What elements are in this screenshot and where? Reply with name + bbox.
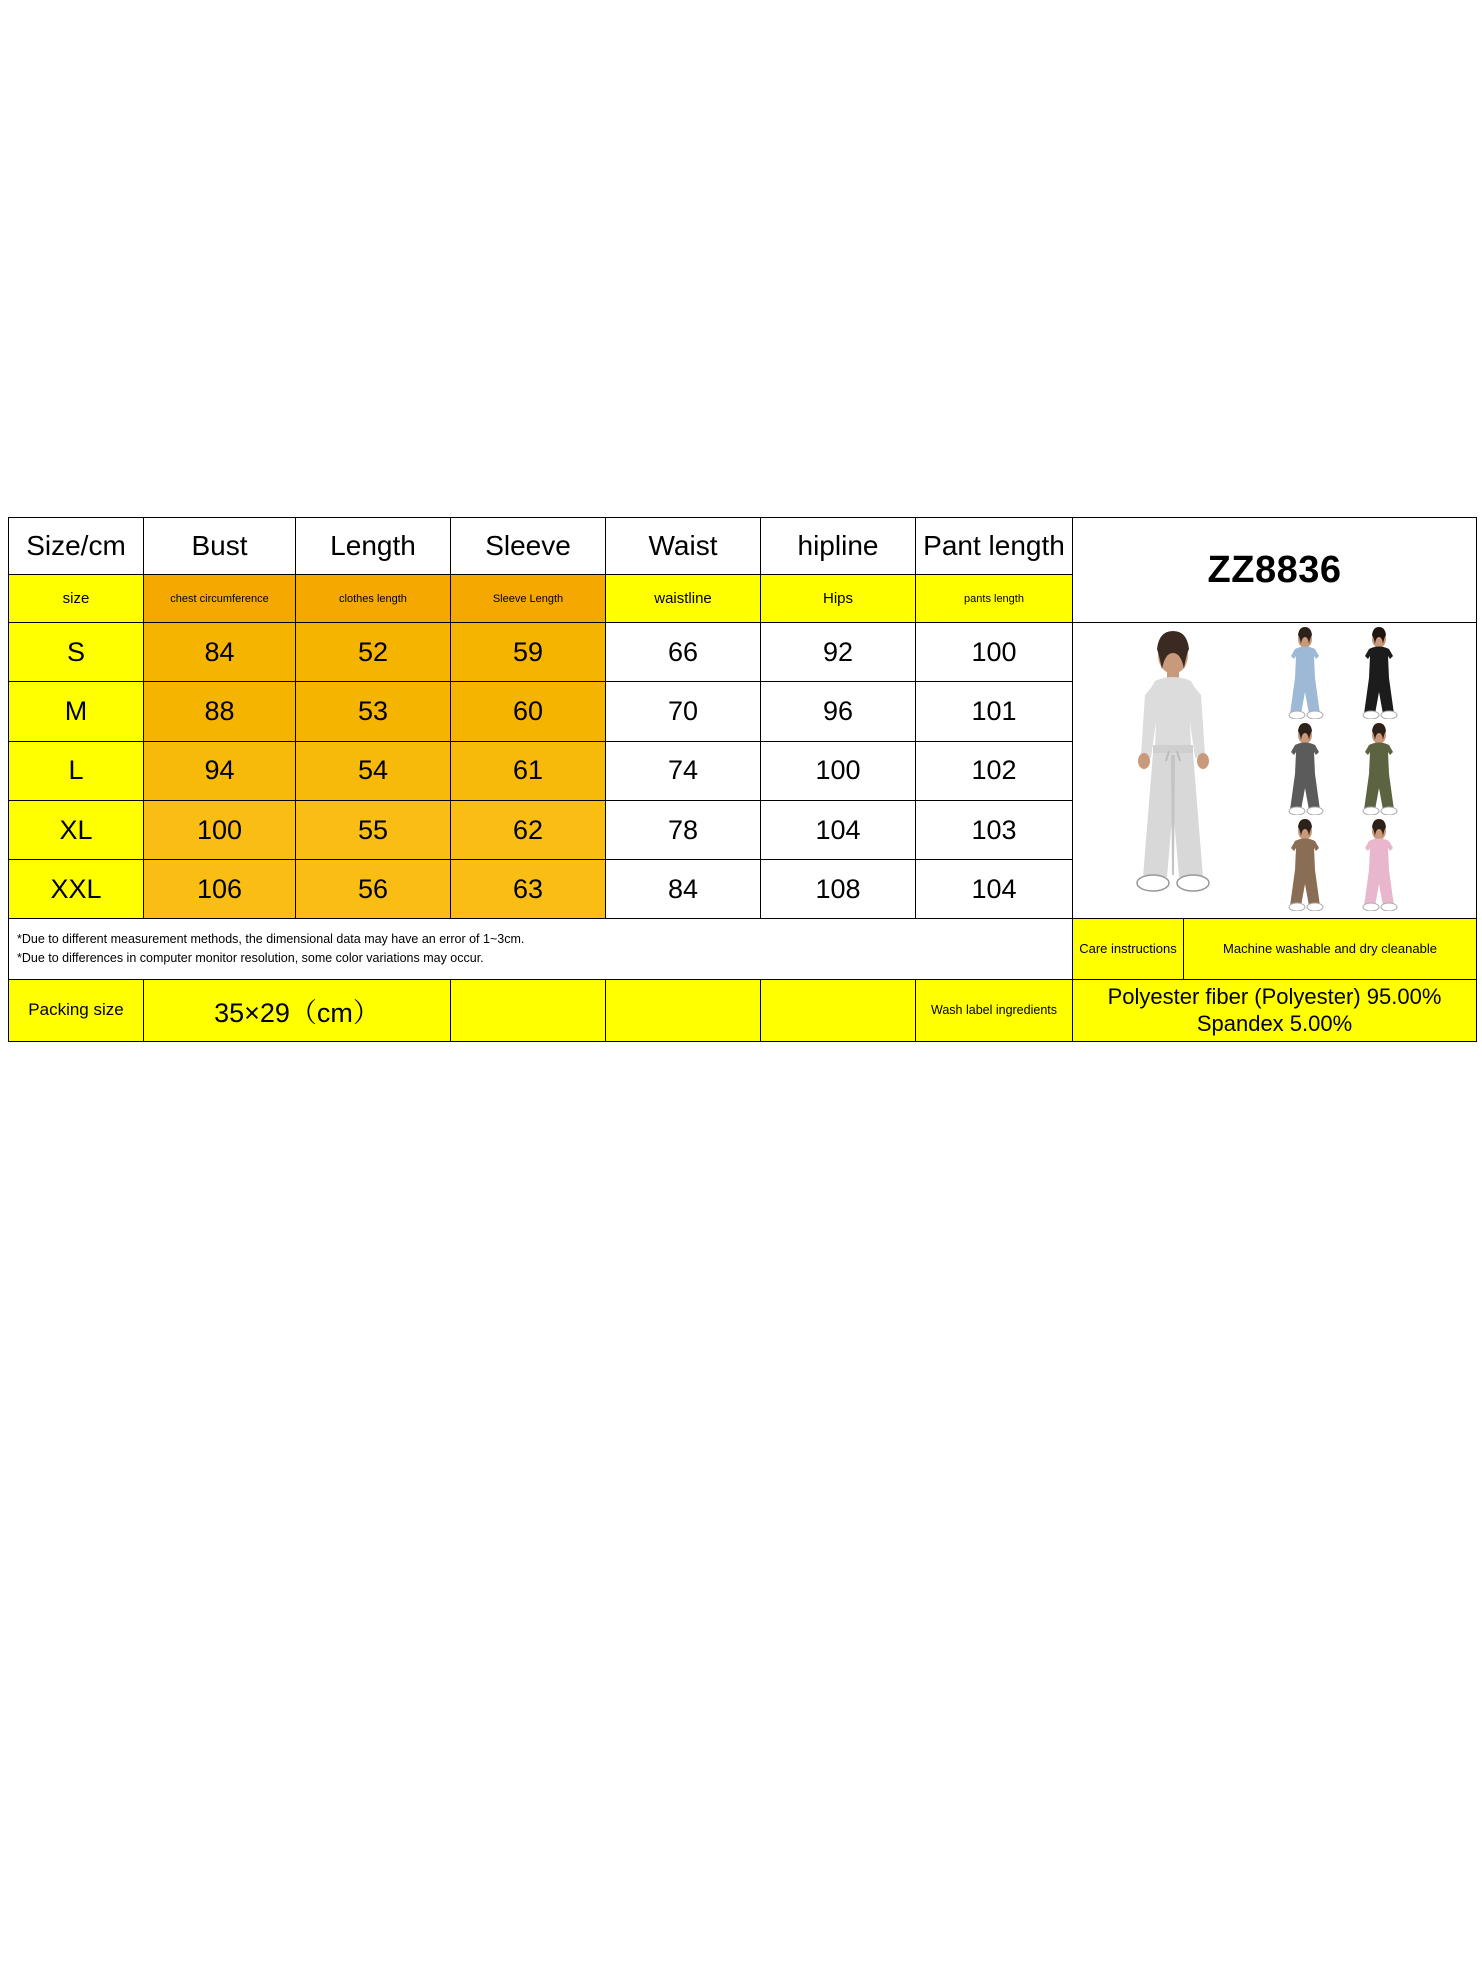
cell-size: M bbox=[9, 682, 144, 741]
cell-size: S bbox=[9, 623, 144, 682]
product-image-cell bbox=[1073, 623, 1477, 919]
size-chart-sheet bbox=[8, 517, 1476, 1042]
packing-empty-1 bbox=[451, 979, 606, 1041]
packing-empty-2 bbox=[606, 979, 761, 1041]
notes-care-row bbox=[9, 919, 1477, 979]
sku-cell bbox=[1073, 518, 1477, 623]
cell-bust: 106 bbox=[144, 860, 296, 919]
cell-waist: 74 bbox=[606, 741, 761, 800]
cell-length: 54 bbox=[296, 741, 451, 800]
cell-sleeve: 63 bbox=[451, 860, 606, 919]
note-line-1: *Due to different measurement methods, the dimensional data may have an error of 1~3cm. bbox=[17, 931, 525, 946]
cell-sleeve: 60 bbox=[451, 682, 606, 741]
cell-waist: 84 bbox=[606, 860, 761, 919]
cell-waist: 78 bbox=[606, 800, 761, 859]
cell-length: 56 bbox=[296, 860, 451, 919]
table-row bbox=[9, 623, 1477, 682]
care-instructions-cell bbox=[1073, 919, 1477, 979]
cell-bust: 100 bbox=[144, 800, 296, 859]
color-variant-brown[interactable] bbox=[1275, 819, 1335, 911]
packing-size-value: 35×29（cm） bbox=[144, 979, 451, 1041]
cell-hipline: 108 bbox=[761, 860, 916, 919]
header-length: Length bbox=[296, 518, 451, 575]
subheader-bust: chest circumference bbox=[144, 575, 296, 623]
measurement-notes bbox=[9, 919, 1073, 979]
cell-sleeve: 62 bbox=[451, 800, 606, 859]
subheader-waist: waistline bbox=[606, 575, 761, 623]
composition-line-1: Polyester fiber (Polyester) 95.00% bbox=[1107, 983, 1442, 1009]
product-images bbox=[1073, 623, 1476, 918]
cell-hipline: 92 bbox=[761, 623, 916, 682]
cell-hipline: 104 bbox=[761, 800, 916, 859]
cell-sleeve: 61 bbox=[451, 741, 606, 800]
table-header-row bbox=[9, 518, 1477, 575]
subheader-pant-length: pants length bbox=[916, 575, 1073, 623]
color-variant-light-blue[interactable] bbox=[1275, 627, 1335, 719]
cell-pant-length: 103 bbox=[916, 800, 1073, 859]
cell-waist: 66 bbox=[606, 623, 761, 682]
packing-size-label: Packing size bbox=[9, 979, 144, 1041]
cell-length: 53 bbox=[296, 682, 451, 741]
cell-bust: 84 bbox=[144, 623, 296, 682]
cell-size: XL bbox=[9, 800, 144, 859]
cell-length: 52 bbox=[296, 623, 451, 682]
header-size: Size/cm bbox=[9, 518, 144, 575]
subheader-size: size bbox=[9, 575, 144, 623]
model-main-image bbox=[1099, 627, 1247, 909]
sku-label: ZZ8836 bbox=[1207, 548, 1342, 591]
cell-bust: 88 bbox=[144, 682, 296, 741]
subheader-hipline: Hips bbox=[761, 575, 916, 623]
cell-length: 55 bbox=[296, 800, 451, 859]
composition-cell bbox=[1073, 979, 1477, 1041]
cell-pant-length: 101 bbox=[916, 682, 1073, 741]
cell-pant-length: 104 bbox=[916, 860, 1073, 919]
color-variant-pink[interactable] bbox=[1349, 819, 1409, 911]
cell-pant-length: 100 bbox=[916, 623, 1073, 682]
color-variant-grid bbox=[1269, 627, 1459, 909]
cell-bust: 94 bbox=[144, 741, 296, 800]
cell-size: XXL bbox=[9, 860, 144, 919]
subheader-sleeve: Sleeve Length bbox=[451, 575, 606, 623]
composition-line-2: Spandex 5.00% bbox=[1196, 1011, 1353, 1037]
header-hipline: hipline bbox=[761, 518, 916, 575]
cell-sleeve: 59 bbox=[451, 623, 606, 682]
header-waist: Waist bbox=[606, 518, 761, 575]
header-sleeve: Sleeve bbox=[451, 518, 606, 575]
color-variant-dark-grey[interactable] bbox=[1275, 723, 1335, 815]
header-pant-length: Pant length bbox=[916, 518, 1073, 575]
cell-pant-length: 102 bbox=[916, 741, 1073, 800]
packing-composition-row bbox=[9, 979, 1477, 1041]
wash-label-ingredients: Wash label ingredients bbox=[916, 979, 1073, 1041]
subheader-length: clothes length bbox=[296, 575, 451, 623]
cell-size: L bbox=[9, 741, 144, 800]
care-label: Care instructions bbox=[1073, 919, 1184, 978]
size-chart-table bbox=[8, 517, 1477, 1042]
header-bust: Bust bbox=[144, 518, 296, 575]
cell-hipline: 100 bbox=[761, 741, 916, 800]
cell-hipline: 96 bbox=[761, 682, 916, 741]
color-variant-olive-green[interactable] bbox=[1349, 723, 1409, 815]
color-variant-black[interactable] bbox=[1349, 627, 1409, 719]
packing-empty-3 bbox=[761, 979, 916, 1041]
cell-waist: 70 bbox=[606, 682, 761, 741]
care-value: Machine washable and dry cleanable bbox=[1184, 919, 1477, 978]
note-line-2: *Due to differences in computer monitor resolution, some color variations may occur. bbox=[17, 950, 484, 965]
